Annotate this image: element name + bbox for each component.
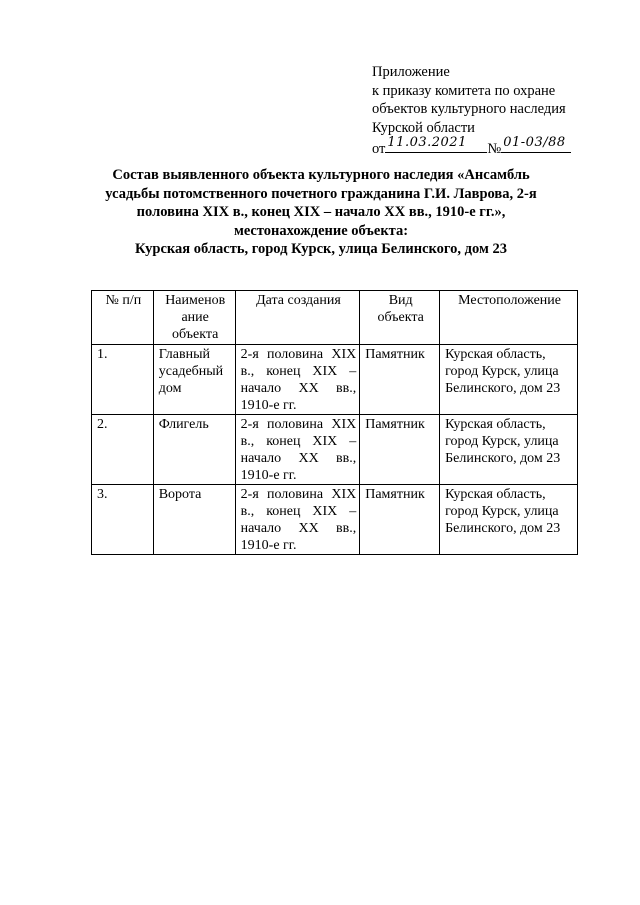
- row-name: Главный усадебный дом: [153, 345, 235, 415]
- row-date: 2-я половина XIX в., конец XIX – начало XX вв., 1910-е гг.: [235, 415, 360, 485]
- row-type: Памятник: [360, 415, 440, 485]
- row-type: Памятник: [360, 345, 440, 415]
- row-date: 2-я половина XIX в., конец XIX – начало XX вв., 1910-е гг.: [235, 485, 360, 555]
- row-name: Флигель: [153, 415, 235, 485]
- header-location: Местоположение: [440, 291, 578, 345]
- title-line-3: половина XIX в., конец XIX – начало XX вв., 1910-е гг.»,: [136, 204, 506, 220]
- header-name: Наименов ание объекта: [153, 291, 235, 345]
- row-type: Памятник: [360, 485, 440, 555]
- table-row: [92, 415, 578, 485]
- handwritten-date: 11.03.2021: [387, 134, 467, 150]
- row-name: Ворота: [153, 485, 235, 555]
- table-row: [92, 485, 578, 555]
- table-row: [92, 345, 578, 415]
- number-underline: [501, 134, 571, 153]
- appendix-block: [372, 63, 571, 159]
- document-title: [96, 166, 546, 259]
- title-line-1: Состав выявленного объекта культурного наследия «Ансамбль: [112, 167, 530, 183]
- row-location: Курская область, город Курск, улица Белинского, дом 23: [440, 345, 578, 415]
- title-line-4: местонахождение объекта:: [233, 222, 409, 239]
- title-line-2: усадьбы потомственного почетного гражданина Г.И. Лаврова, 2-я: [105, 185, 537, 202]
- row-location: Курская область, город Курск, улица Белинского, дом 23: [440, 415, 578, 485]
- table-header-row: [92, 291, 578, 345]
- appendix-title: Приложение: [372, 64, 450, 80]
- row-number: 2.: [92, 415, 154, 485]
- objects-table: [91, 290, 578, 555]
- handwritten-number: 01-03/88: [503, 134, 566, 150]
- row-date: 2-я половина XIX в., конец XIX – начало XX вв., 1910-е гг.: [235, 345, 360, 415]
- date-underline: [385, 134, 487, 153]
- row-location: Курская область, город Курск, улица Белинского, дом 23: [440, 485, 578, 555]
- date-prefix: от: [372, 141, 386, 157]
- row-number: 1.: [92, 345, 154, 415]
- number-prefix: №: [487, 141, 502, 157]
- header-number: № п/п: [92, 291, 154, 345]
- appendix-committee-line: объектов культурного наследия: [372, 101, 566, 117]
- row-number: 3.: [92, 485, 154, 555]
- header-type: Вид объекта: [360, 291, 440, 345]
- title-address: Курская область, город Курск, улица Белинского, дом 23: [135, 241, 507, 257]
- appendix-region-line: Курской области: [372, 119, 475, 136]
- appendix-order-line: к приказу комитета по охране: [372, 82, 556, 99]
- appendix-date-number-line: [372, 134, 571, 159]
- header-date: Дата создания: [235, 291, 360, 345]
